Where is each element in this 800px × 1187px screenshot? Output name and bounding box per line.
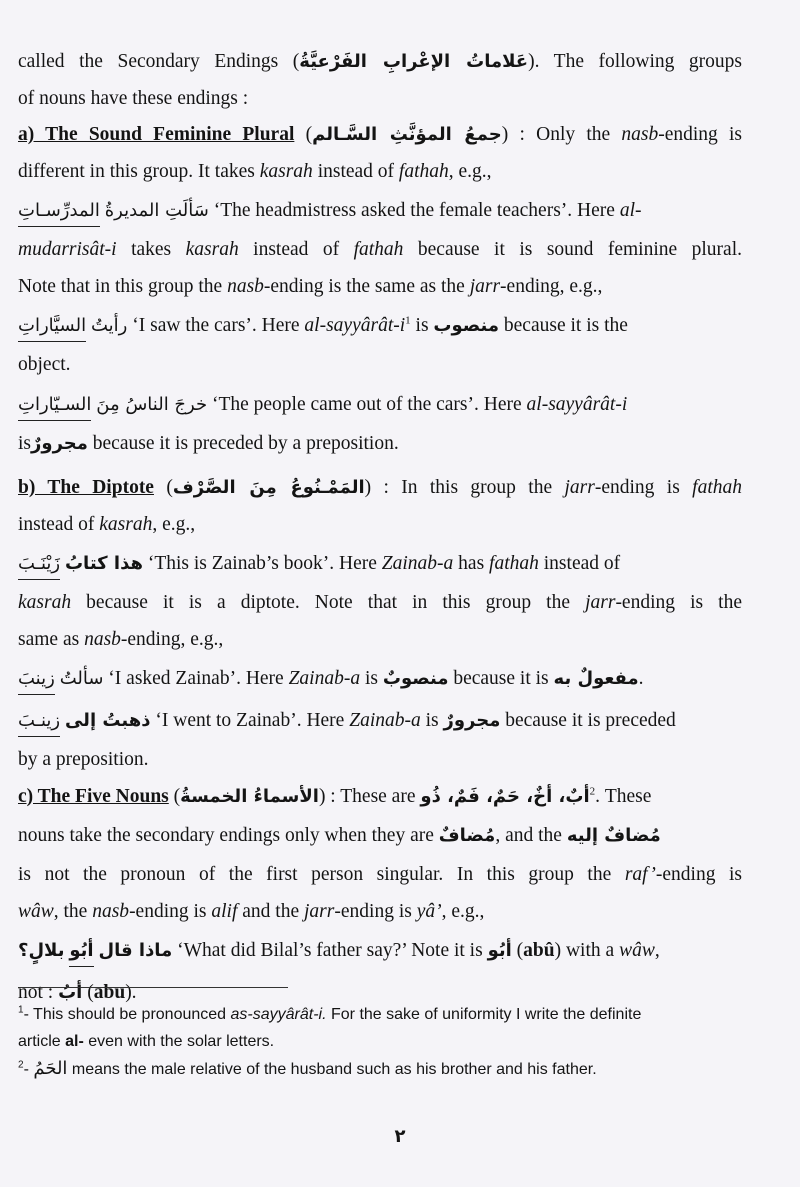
text: because it is <box>448 668 554 689</box>
arabic-term: أبُو <box>487 940 512 961</box>
section-b-heading-line <box>18 470 742 507</box>
example-line-8 <box>18 305 742 347</box>
italic-term: fathah <box>398 160 449 182</box>
text: . These <box>595 785 652 807</box>
body-line-4 <box>18 154 742 191</box>
arabic-term: جمعُ المؤنَّثِ السَّـالم <box>312 124 502 145</box>
arabic-term: مُضافٌ <box>438 825 496 846</box>
page-number: ٢ <box>394 1126 406 1147</box>
underlined-arabic-word: زينـبَ <box>18 706 60 737</box>
arabic-term-list: أبٌ، أخٌ، حَمٌ، فَمٌ، ذُو <box>420 785 590 807</box>
arabic-term: مجرورٌ <box>443 710 501 731</box>
arabic-term: مُضافٌ إليه <box>566 825 661 846</box>
section-heading: a) The Sound Feminine Plural <box>18 124 295 145</box>
body-line-13 <box>18 507 742 544</box>
text: ‘I saw the cars’. Here <box>127 315 305 336</box>
footnotes <box>18 1001 742 1083</box>
text: is not the pronoun of the first person singular. In this group the <box>18 864 625 885</box>
arabic-example: ماذا قال <box>98 940 173 961</box>
text: . <box>638 668 644 689</box>
arabic-term: الأسماءُ الخمسةُ <box>180 785 319 807</box>
italic-term: fathah <box>353 239 404 260</box>
text: even with the solar letters. <box>83 1033 275 1050</box>
text: -ending is the same as the <box>263 275 470 297</box>
text: because it is preceded <box>500 710 676 731</box>
text: ( <box>82 982 94 1003</box>
text: article <box>18 1033 66 1050</box>
text: different in this group. It takes <box>18 160 260 182</box>
italic-term: wâw <box>619 940 655 961</box>
text: instead of <box>238 239 354 260</box>
italic-term: mudarrisât-i <box>18 239 117 260</box>
section-heading: b) The Diptote <box>18 477 154 498</box>
page-body <box>18 44 742 1014</box>
section-a-heading-line <box>18 117 742 154</box>
text: -ending is <box>594 477 693 498</box>
footnote-number: 1 <box>18 1004 24 1016</box>
underlined-arabic-word: زَيْنَـبَ <box>18 549 60 580</box>
text: ( <box>168 785 181 807</box>
underlined-arabic-word: المدرِّسـاتِ <box>18 196 100 227</box>
text: ‘The people came out of the cars’. Here <box>207 393 527 415</box>
footnote-ref: 2 <box>589 785 596 797</box>
italic-term: Zainab-a <box>349 710 421 731</box>
arabic-example: بلالٍ؟ <box>18 940 65 961</box>
text: , e.g., <box>152 513 196 535</box>
italic-term: al-sayyârât-i <box>526 393 628 415</box>
text: means the male relative of the husband such as his brother and his father. <box>67 1061 597 1078</box>
body-line-11 <box>18 426 742 463</box>
italic-term: nasb <box>92 900 130 922</box>
footnote-1-cont <box>18 1028 742 1055</box>
italic-term: as-sayyârât-i. <box>230 1006 327 1023</box>
text: ( <box>294 124 313 145</box>
footnote-ref: 1 <box>405 314 411 327</box>
italic-term: nasb <box>621 124 659 145</box>
body-line-21 <box>18 815 742 857</box>
text: instead of <box>18 513 100 535</box>
body-line-15 <box>18 585 742 622</box>
arabic-example: ذهبتُ إلى <box>64 710 151 731</box>
text: , e.g., <box>441 900 485 922</box>
text: ‘I asked Zainab’. Here <box>103 668 289 689</box>
arabic-example: سَألَتِ المديرةُ <box>104 200 209 221</box>
text: is <box>410 315 434 336</box>
underlined-arabic-word: أبُو <box>69 936 93 967</box>
text: -ending is <box>129 900 212 922</box>
text: , the <box>53 900 93 922</box>
italic-term: yâ’ <box>416 900 442 922</box>
italic-term: alif <box>211 900 238 922</box>
example-line-24 <box>18 930 742 972</box>
italic-term: fathah <box>489 553 539 574</box>
text: not : <box>18 982 59 1003</box>
body-line-7 <box>18 269 742 306</box>
bold-term: al- <box>65 1033 84 1050</box>
footnote-1 <box>18 1001 742 1028</box>
italic-term: nasb <box>84 628 121 650</box>
italic-term: fathah <box>692 477 742 498</box>
text: ) : Only the <box>501 124 622 145</box>
text: takes <box>116 239 186 260</box>
arabic-example: رأيتُ <box>90 315 128 336</box>
example-line-10 <box>18 384 742 426</box>
underlined-arabic-word: السيَّاراتِ <box>18 311 86 342</box>
underlined-arabic-word: زينبَ <box>18 664 55 695</box>
footnote-divider <box>18 987 288 988</box>
text: ( <box>153 477 173 498</box>
italic-term: Zainab-a <box>288 668 361 689</box>
text: ( <box>511 940 524 961</box>
text: and the <box>237 900 305 922</box>
arabic-term: مجرورٌ <box>31 432 88 454</box>
section-heading: c) The Five Nouns <box>18 785 169 807</box>
italic-term: al-sayyârât-i <box>304 315 406 336</box>
bold-transliteration: abu <box>93 982 126 1003</box>
text: because it is a diptote. Note that in this group the <box>71 592 586 613</box>
italic-term: jarr <box>564 477 595 498</box>
italic-term: wâw <box>18 900 54 922</box>
text: ) : In this group the <box>364 477 565 498</box>
text: nouns take the secondary endings only when they are <box>18 825 439 846</box>
text: ) with a <box>554 940 620 961</box>
arabic-term: منصوبٌ <box>382 668 449 689</box>
body-line-22 <box>18 857 742 894</box>
body-line-23 <box>18 894 742 931</box>
arabic-example: سألتُ <box>59 668 104 689</box>
text: has <box>453 553 490 574</box>
body-line-9 <box>18 347 742 384</box>
text: - <box>23 1061 34 1078</box>
body-line-2 <box>18 81 742 118</box>
text: , e.g., <box>448 160 492 182</box>
arabic-example: هذا كتابُ <box>64 553 143 574</box>
text: -ending, e.g., <box>500 275 603 297</box>
italic-term: nasb <box>227 275 264 297</box>
body-line-6 <box>18 232 742 269</box>
footnote-number: 2 <box>18 1059 24 1071</box>
footnote-2 <box>18 1055 742 1083</box>
example-line-5 <box>18 190 742 232</box>
italic-term: jarr <box>469 275 501 297</box>
italic-term: kasrah <box>259 160 313 182</box>
arabic-term: مفعولٌ به <box>553 668 639 689</box>
arabic-term: منصوب <box>433 315 500 336</box>
text: called the Secondary Endings ( <box>18 51 300 72</box>
text: ). <box>125 982 137 1003</box>
example-line-14 <box>18 543 742 585</box>
example-line-18 <box>18 700 742 742</box>
text: instead of <box>538 553 621 574</box>
arabic-example: خرجَ الناسُ مِنَ <box>96 393 208 415</box>
text: ‘This is Zainab’s book’. Here <box>142 553 382 574</box>
text: -ending is <box>655 864 743 885</box>
body-line-16 <box>18 622 742 659</box>
italic-term: kasrah <box>18 592 72 613</box>
text: is <box>18 432 32 454</box>
text: ‘I went to Zainab’. Here <box>150 710 350 731</box>
italic-term: raf’ <box>624 864 656 885</box>
text: is <box>360 668 383 689</box>
text: same as <box>18 628 85 650</box>
underlined-arabic-word: السـيّاراتِ <box>18 390 91 421</box>
section-c-heading-line <box>18 779 742 816</box>
text: -ending, e.g., <box>120 628 224 650</box>
example-line-17 <box>18 658 742 700</box>
text: -ending is <box>658 124 743 145</box>
italic-term: jarr <box>585 592 616 613</box>
text: ) : These are <box>318 785 416 807</box>
text: , and the <box>495 825 567 846</box>
text: because it is the <box>499 315 628 336</box>
text: ‘The headmistress asked the female teachers’. Here <box>208 200 620 221</box>
text: because it is preceded by a preposition. <box>87 432 399 454</box>
italic-term: Zainab-a <box>381 553 454 574</box>
text: , <box>654 940 660 961</box>
text: by a preposition. <box>18 749 149 770</box>
text: of nouns have these endings : <box>18 87 249 109</box>
italic-term: jarr <box>304 900 335 922</box>
text: - This should be pronounced <box>23 1006 231 1023</box>
arabic-term: الحَمُ <box>33 1058 68 1079</box>
text: ). The following groups <box>528 51 743 72</box>
text: object. <box>18 354 71 375</box>
italic-term: kasrah <box>185 239 239 260</box>
body-line-1 <box>18 44 742 81</box>
text: For the sake of uniformity I write the definite <box>326 1006 642 1023</box>
arabic-term: أبُ <box>58 982 83 1003</box>
text: -ending is <box>334 900 417 922</box>
arabic-term: عَلاماتُ الإعْرابِ الفَرْعيَّةُ <box>299 51 529 72</box>
text: instead of <box>312 160 399 182</box>
italic-term: al- <box>619 200 642 221</box>
text: -ending is the <box>615 592 742 613</box>
arabic-term: المَمْـنُوعُ مِنَ الصَّرْف <box>172 477 365 498</box>
text: is <box>420 710 444 731</box>
italic-term: kasrah <box>99 513 153 535</box>
text: Note that in this group the <box>18 275 228 297</box>
body-line-19 <box>18 742 742 779</box>
bold-transliteration: abû <box>523 940 555 961</box>
text: because it is sound feminine plural. <box>403 239 742 260</box>
text: ‘What did Bilal’s father say?’ Note it is <box>172 940 488 961</box>
